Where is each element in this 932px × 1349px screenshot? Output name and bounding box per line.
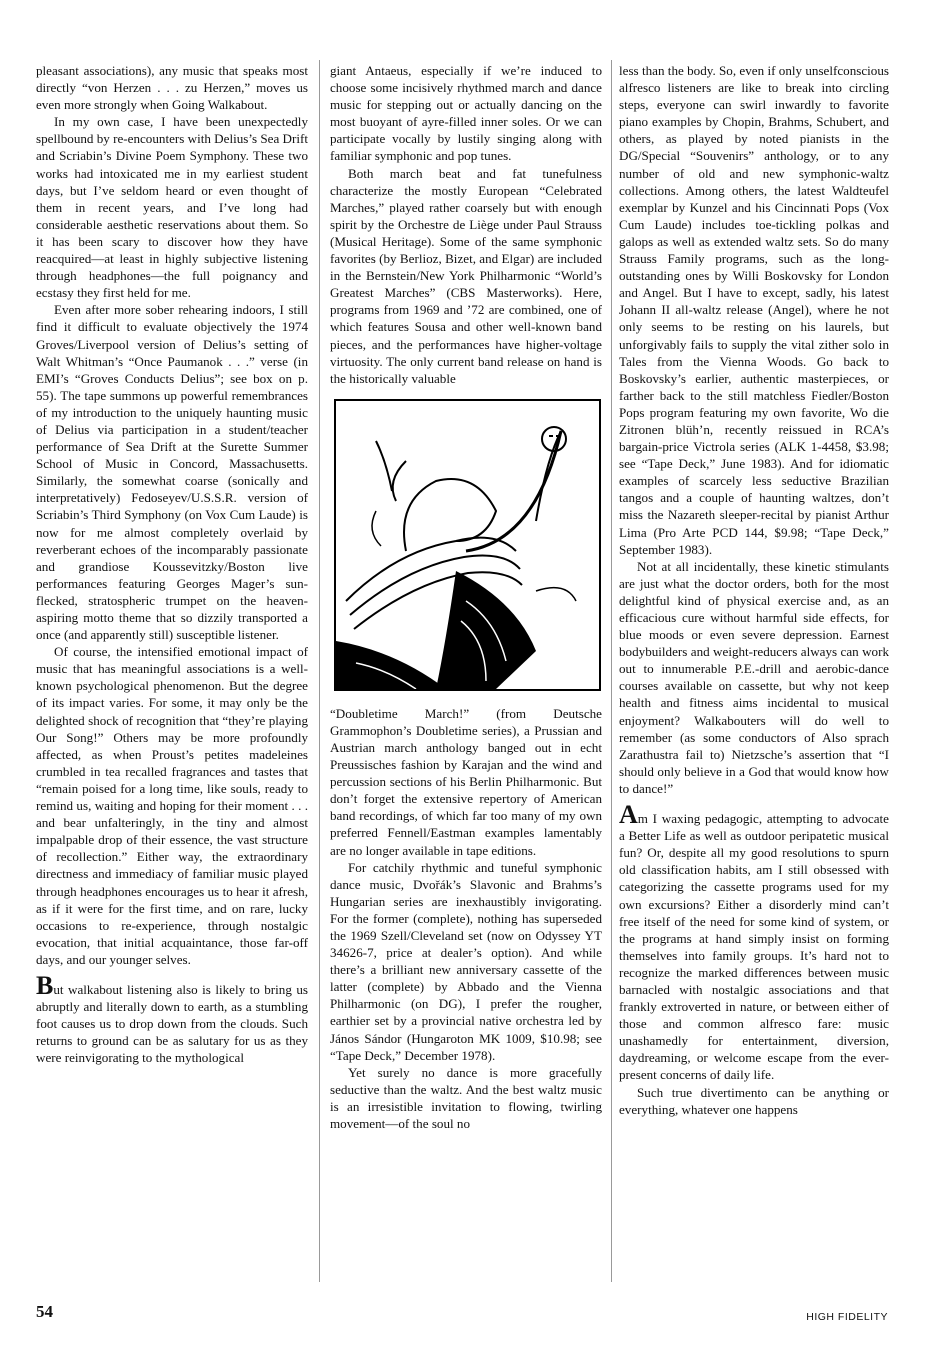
paragraph: For catchily rhythmic and tuneful symphonic dance music, Dvořák’s Slavonic and Brahms’s Hungarian series are inexhaustibly invigorating. For the former (complete), nothing has superseded the 1969 Szell/Cleveland set (now on Odyssey YT 34626-7, price at dealer’s option). And while there’s a brilliant new anniversary cassette of the latter (complete) by Abbado and the Vienna Philharmonic (on DG), I prefer the rougher, earthier set by a provincial native orchestra led by János Sándor (Hungaroton MK 1009, $10.98; see “Tape Deck,” December 1978). [330, 859, 602, 1063]
column-2 [330, 62, 602, 1132]
paragraph-dropcap: Am I waxing pedagogic, attempting to advocate a Better Life as well as outdoor peripatetic musical fun? Or, despite all my good resolutions to spurn old classification habits, am I still obsessed with categorizing the cassette programs used for my own excursions? Either a disorderly mind can’t free itself of the need for some kind of system, or the programs at hand simply insist on forming themselves into family groups. It’s hard not to recognize the marked differences between music barnacled with nostalgic associations and that frankly extroverted in nature, or between either of those and common alfresco fare: music unashamedly for entertainment, diversion, daydreaming, or welcome escape from the ever-present concerns of daily life. [619, 800, 889, 1083]
paragraph: Not at all incidentally, these kinetic stimulants are just what the doctor orders, both for the most delightful kind of physical exercise and, as an efficacious cure without harmful side effects, for blue moods or even severe depression. Earnest bodybuilders and weight-reducers always can work out to innumerable P.E.-drill and aerobic-dance courses available on cassette, but why not keep health and fitness aims incidental to musical enjoyment? Walkabouters will do well to remember (as some conductors of Also sprach Zarathustra fail to) Nietzsche’s assertion that “I should only believe in a God that would know how to dance!” [619, 558, 889, 796]
column-rule [319, 60, 320, 1282]
paragraph: Both march beat and fat tunefulness characterize the mostly European “Celebrated Marches,” played rather coarsely but with enough spirit by the Orchestre de Liège under Paul Strauss (Musical Heritage). Some of the same symphonic favorites (by Berlioz, Bizet, and Elgar) are included in the Bernstein/New York Philharmonic “World’s Greatest Marches” (CBS Masterworks). Here, programs from 1969 and ’72 are combined, one of which features Sousa and other well-known band pieces, and the performances have higher-voltage virtuosity. The only current band release on hand is the historically valuable [330, 165, 602, 386]
magazine-name: HIGH FIDELITY [806, 1311, 888, 1323]
paragraph: Such true divertimento can be anything or everything, whatever one happens [619, 1084, 889, 1117]
paragraph: pleasant associations), any music that speaks most directly “von Herzen . . . zu Herzen,” moves us even more strongly when Going Walkabout. [36, 63, 308, 113]
column-3 [619, 62, 889, 1118]
paragraph: Of course, the intensified emotional impact of music that has meaningful associations is a well-known psychological phenomenon. But the degree of its impact varies. For some, it may only be the delighted shock of recognition that “they’re playing Our Song!” Others may be more profoundly affected, as when Proust’s petites madeleines crumbled in tea recalled fragrances and tastes that “remain poised for a long time, like souls, ready to remind us, waiting and hoping for their moment . . . and bear unfalteringly, in the tiny and almost impalpable drop of their essence, the vast structure of recollection.” Either way, the extraordinary directness and immediacy of familiar music played through headphones encourages us to hear it afresh, as if it were for the first time, and on rare, lucky occasions to re-experience, through nostalgic evocation, that initial acquaintance, those far-off days, and our younger selves. [36, 644, 308, 967]
page-number: 54 [36, 1302, 53, 1321]
paragraph: In my own case, I have been unexpectedly spellbound by re-encounters with Delius’s Sea Drift and Scriabin’s Divine Poem Symphony. These two works had intoxicated me in my earliest student days, but I’ve seldom heard or even thought of them in recent years, and I’ve long had considerable aesthetic reservations about them. So it has been scary to discover how they have reacquired—at least in highly subjective listening through headphones—the full poignancy and ecstasy they first held for me. [36, 114, 309, 301]
paragraph: less than the body. So, even if only unselfconscious alfresco listeners are like to break into circling steps, everyone can swirl inwardly to favorite piano examples by Chopin, Brahms, Schubert, and others, as played by noted pianists in the DG/Special “Souvenirs” anthology, or to any number of old and new symphonic-waltz collections. Among others, the latest Waldteufel exemplar by Kunzel and his Cincinnati Pops (Vox Cum Laude) includes toe-tickling polkas and galops as well as extended waltz sets. So do many Strauss Family programs, such as the long-outstanding ones by Willi Boskovsky for London and Angel. But I have to except, sadly, his latest Johann II all-waltz release (Angel), where he not only seems to be resting on his laurels, but unforgivably fails to supply the vital zither solo in Tales from the Vienna Woods. Go back to Boskovsky’s earlier, authentic masterpieces, or farther back to the still matchless Fiedler/Boston Pops program featuring my own favorite, Wo die Zitronen blüh’n, recently reissued in RCA’s bargain-price Victrola series (ALK 1-4458, $3.98; see “Tape Deck,” June 1983). And for idiomatic examples of scarcely less seductive Brazilian tangos and a couple of haunting waltzes, don’t miss the Nazareth sleeper-recital by pianist Arthur Lima (Pro Arte PCD 144, $9.98; “Tape Deck,” September 1983). [619, 63, 889, 557]
paragraph: Even after more sober rehearing indoors, I still find it difficult to evaluate objectively the 1974 Groves/Liverpool version of Delius’s setting of Walt Whitman’s “Once Paumanok . . .” verse (in EMI’s “Groves Conducts Delius”; see box on p. 55). The tape summons up powerful remembrances of my introduction to the uniquely haunting music of Delius via participation in a student/teacher performance of Sea Drift at the Surette Summer School of Music in Concord, Massachusetts. Similarly, the somewhat coarse (sonically and interpretatively) Fedoseyev/U.S.S.R. version of Scriabin’s Third Symphony (on Vox Cum Laude) is now for me almost completely overlaid by reverberant echoes of the incomparably passionate and grandiose Koussevitzky/Boston live performances featuring Georges Mager’s sun-flecked, stratospheric trumpet on the heaven-aspiring motto theme that so dizzily transported a once (and apparently still) susceptible listener. [36, 302, 308, 643]
paragraph: “Doubletime March!” (from Deutsche Grammophon’s Doubletime series), a Prussian and Austrian march anthology banged out in echt Preussisches fashion by Karajan and the wind and percussion sections of his Berlin Philharmonic. But don’t forget the extensive repertory of American band recordings, of which far too many of my own preferred Fennell/Eastman examples lamentably are no longer available in tape editions. [330, 705, 602, 858]
illustration [334, 399, 601, 691]
dancer-illustration [336, 401, 599, 689]
paragraph: Yet surely no dance is more gracefully seductive than the waltz. And the best waltz music is an irresistible invitation to flowing, twirling movement—of the soul no [330, 1064, 602, 1132]
column-rule [611, 60, 612, 1282]
paragraph: giant Antaeus, especially if we’re induced to choose some incisively rhythmed march and dance music for stepping out or actually dancing on the most buoyant of ayre-filled inner soles. Or we can participate vocally by lustily singing along with familiar symphonic and pop tunes. [330, 63, 602, 164]
column-1 [36, 62, 308, 1066]
paragraph-dropcap: But walkabout listening also is likely to bring us abruptly and literally down to earth, as a stumbling foot causes us to drop down from the clouds. Such returns to ground can be as salutary for us as they were reinvigorating to the mythological [36, 970, 308, 1066]
